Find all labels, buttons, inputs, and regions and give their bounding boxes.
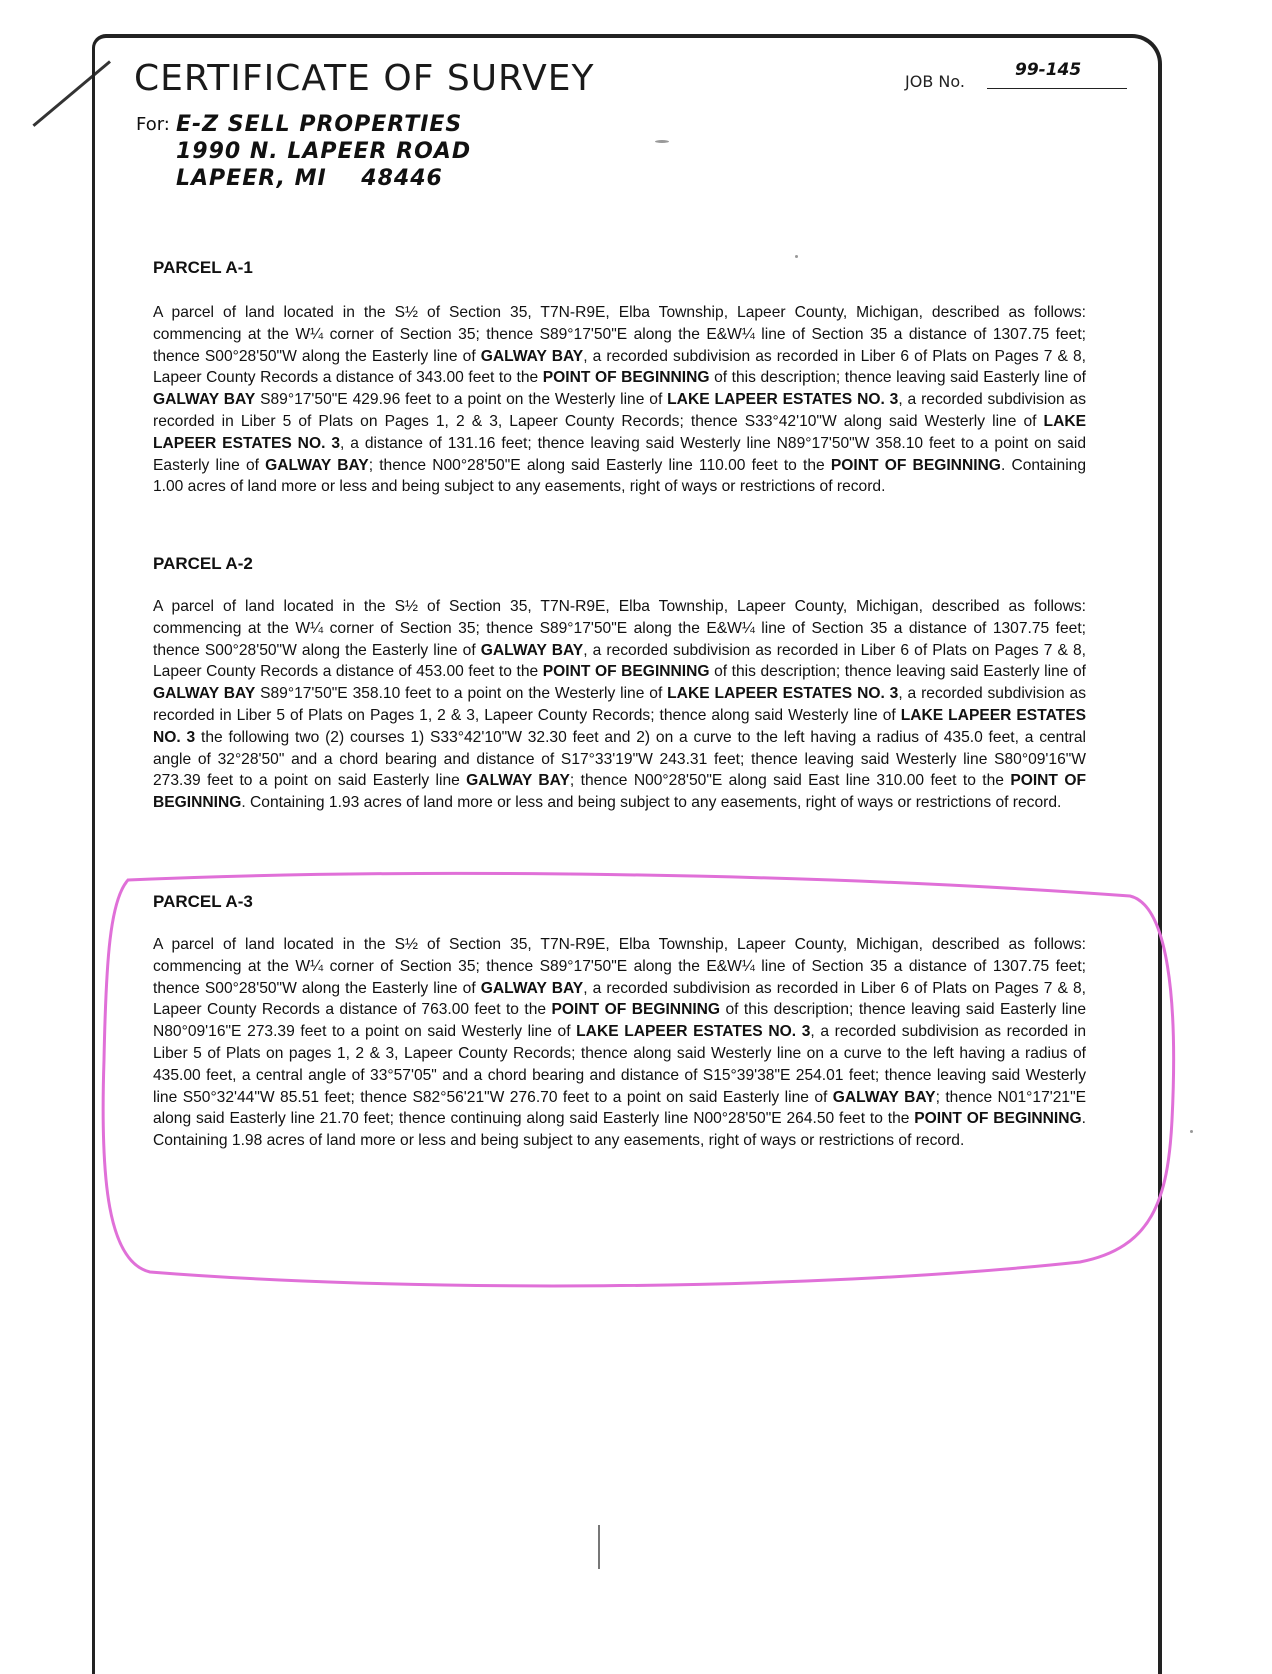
client-address-line1: 1990 N. LAPEER ROAD [176, 139, 472, 164]
bold-term: GALWAY BAY [153, 685, 256, 703]
client-name: E-Z SELL PROPERTIES [176, 112, 463, 137]
client-address-line2: LAPEER, MI 48446 [176, 166, 443, 191]
description-text: A parcel of land located in the S½ of Section 35, T7N-R9E, Elba Township, Lapeer County, Michigan, described as follows: commencing at the W¼ corner of Section 35; thence S89°17'50"E along the E&W¼ line of Section 35 a distance of 1307.75 feet; thence S00°28'50"W along the Easterly line of [153, 936, 1086, 997]
description-text: , a recorded subdivision as recorded in Liber 5 of Plats on pages 1, 2 & 3, Lapeer County Records; thence along said Westerly line on a curve to the left having a radius of 435.00 feet, a central angle of 33°57'05" and a chord bearing and distance of S15°39'38"E 254.01 feet; thence leaving said Westerly line S50°32'44"W 85.51 feet; thence S82°56'21"W 276.70 feet to a point on said Easterly line of [153, 1023, 1086, 1106]
parcel-description-a2 [153, 596, 1086, 814]
binding-mark [598, 1525, 600, 1569]
description-text: , a distance of 131.16 feet; thence leaving said Westerly line N89°17'50"W 358.10 feet to a point on said Easterly line of [153, 434, 1086, 474]
bold-term: LAKE LAPEER ESTATES NO. 3 [153, 706, 1086, 746]
bold-term: LAKE LAPEER ESTATES NO. 3 [153, 412, 1086, 452]
description-text: of this description; thence leaving said Easterly line N80°09'16"E 273.39 feet to a point on said Westerly line of [153, 1001, 1086, 1041]
for-label: For: [136, 114, 170, 135]
description-text: ; thence N00°28'50"E along said Easterly line 110.00 feet to the [368, 456, 831, 474]
bold-term: POINT OF BEGINNING [542, 369, 710, 387]
description-text: . Containing 1.93 acres of land more or less and being subject to any easements, right of ways or restrictions of record. [241, 794, 1062, 812]
description-text: , a recorded subdivision as recorded in Liber 5 of Plats on Pages 1, 2 & 3, Lapeer County Records; thence S33°42'10"W along said Westerly line of [153, 391, 1087, 430]
bold-term: POINT OF BEGINNING [153, 772, 1086, 812]
job-number: 99-145 [1015, 60, 1082, 80]
description-text: ; thence N00°28'50"E along said East line 310.00 feet to the [569, 772, 1011, 790]
description-text: , a recorded subdivision as recorded in Liber 6 of Plats on Pages 7 & 8, Lapeer County Records a distance of 763.00 feet to the [153, 979, 1087, 1019]
parcel-description-a3 [153, 934, 1086, 1152]
bold-term: LAKE LAPEER ESTATES NO. 3 [667, 685, 899, 703]
parcel-description-a1 [153, 302, 1086, 498]
bold-term: POINT OF BEGINNING [542, 663, 710, 681]
description-text: of this description; thence leaving said Easterly line of [709, 663, 1086, 681]
page-title: CERTIFICATE OF SURVEY [134, 58, 595, 99]
description-text: , a recorded subdivision as recorded in Liber 6 of Plats on Pages 7 & 8, Lapeer County Records a distance of 343.00 feet to the [153, 347, 1087, 387]
description-text: A parcel of land located in the S½ of Section 35, T7N-R9E, Elba Township, Lapeer County, Michigan, described as follows: commencing at the W¼ corner of Section 35; thence S89°17'50"E along the E&W¼ line of Section 35 a distance of 1307.75 feet; thence S00°28'50"W along the Easterly line of [153, 304, 1086, 365]
bold-term: POINT OF BEGINNING [551, 1001, 721, 1019]
description-text: S89°17'50"E 358.10 feet to a point on the Westerly line of [255, 685, 668, 703]
description-text: . Containing 1.00 acres of land more or less and being subject to any easements, right of ways or restrictions of record. [153, 456, 1087, 496]
bold-term: LAKE LAPEER ESTATES NO. 3 [667, 391, 899, 409]
bold-term: GALWAY BAY [832, 1088, 936, 1106]
description-text: S89°17'50"E 429.96 feet to a point on the Westerly line of [255, 391, 668, 409]
bold-term: GALWAY BAY [466, 772, 570, 790]
bold-term: GALWAY BAY [480, 641, 584, 659]
description-text: ; thence N01°17'21"E along said Easterly line 21.70 feet; thence continuing along said Easterly line N00°28'50"E 264.50 feet to the [153, 1088, 1087, 1128]
job-number-field [905, 62, 1135, 94]
parcel-heading-a2: PARCEL A-2 [153, 554, 253, 573]
bold-term: POINT OF BEGINNING [914, 1110, 1082, 1128]
parcel-heading-a1: PARCEL A-1 [153, 258, 253, 277]
bold-term: POINT OF BEGINNING [830, 456, 1001, 474]
bold-term: GALWAY BAY [265, 456, 369, 474]
scan-speck [655, 140, 669, 143]
description-text: , a recorded subdivision as recorded in Liber 6 of Plats on Pages 7 & 8, Lapeer County Records a distance of 453.00 feet to the [153, 641, 1087, 681]
description-text: the following two (2) courses 1) S33°42'10"W 32.30 feet and 2) on a curve to the left having a radius of 435.0 feet, a central angle of 32°28'50" and a chord bearing and distance of S17°33'19"W 243.31 feet; thence leaving said Westerly line S80°09'16"W 273.39 feet to a point on said Easterly line [153, 728, 1086, 790]
parcel-heading-a3: PARCEL A-3 [153, 892, 253, 911]
bold-term: GALWAY BAY [480, 347, 584, 365]
description-text: . Containing 1.98 acres of land more or less and being subject to any easements, right of ways or restrictions of record. [153, 1110, 1086, 1150]
bold-term: LAKE LAPEER ESTATES NO. 3 [576, 1023, 811, 1041]
document-frame [92, 34, 1162, 1674]
bold-term: GALWAY BAY [153, 391, 256, 409]
job-label: JOB No. [905, 72, 965, 91]
scan-speck [795, 255, 798, 258]
description-text: , a recorded subdivision as recorded in Liber 5 of Plats on Pages 1, 2 & 3, Lapeer County Records; thence along said Westerly line of [153, 685, 1087, 724]
description-text: A parcel of land located in the S½ of Section 35, T7N-R9E, Elba Township, Lapeer County, Michigan, described as follows: commencing at the W¼ corner of Section 35; thence S89°17'50"E along the E&W¼ line of Section 35 a distance of 1307.75 feet; thence S00°28'50"W along the Easterly line of [153, 598, 1086, 659]
bold-term: GALWAY BAY [480, 979, 584, 997]
job-underline [987, 88, 1127, 89]
description-text: of this description; thence leaving said Easterly line of [709, 369, 1086, 387]
scan-speck [1190, 1130, 1193, 1133]
